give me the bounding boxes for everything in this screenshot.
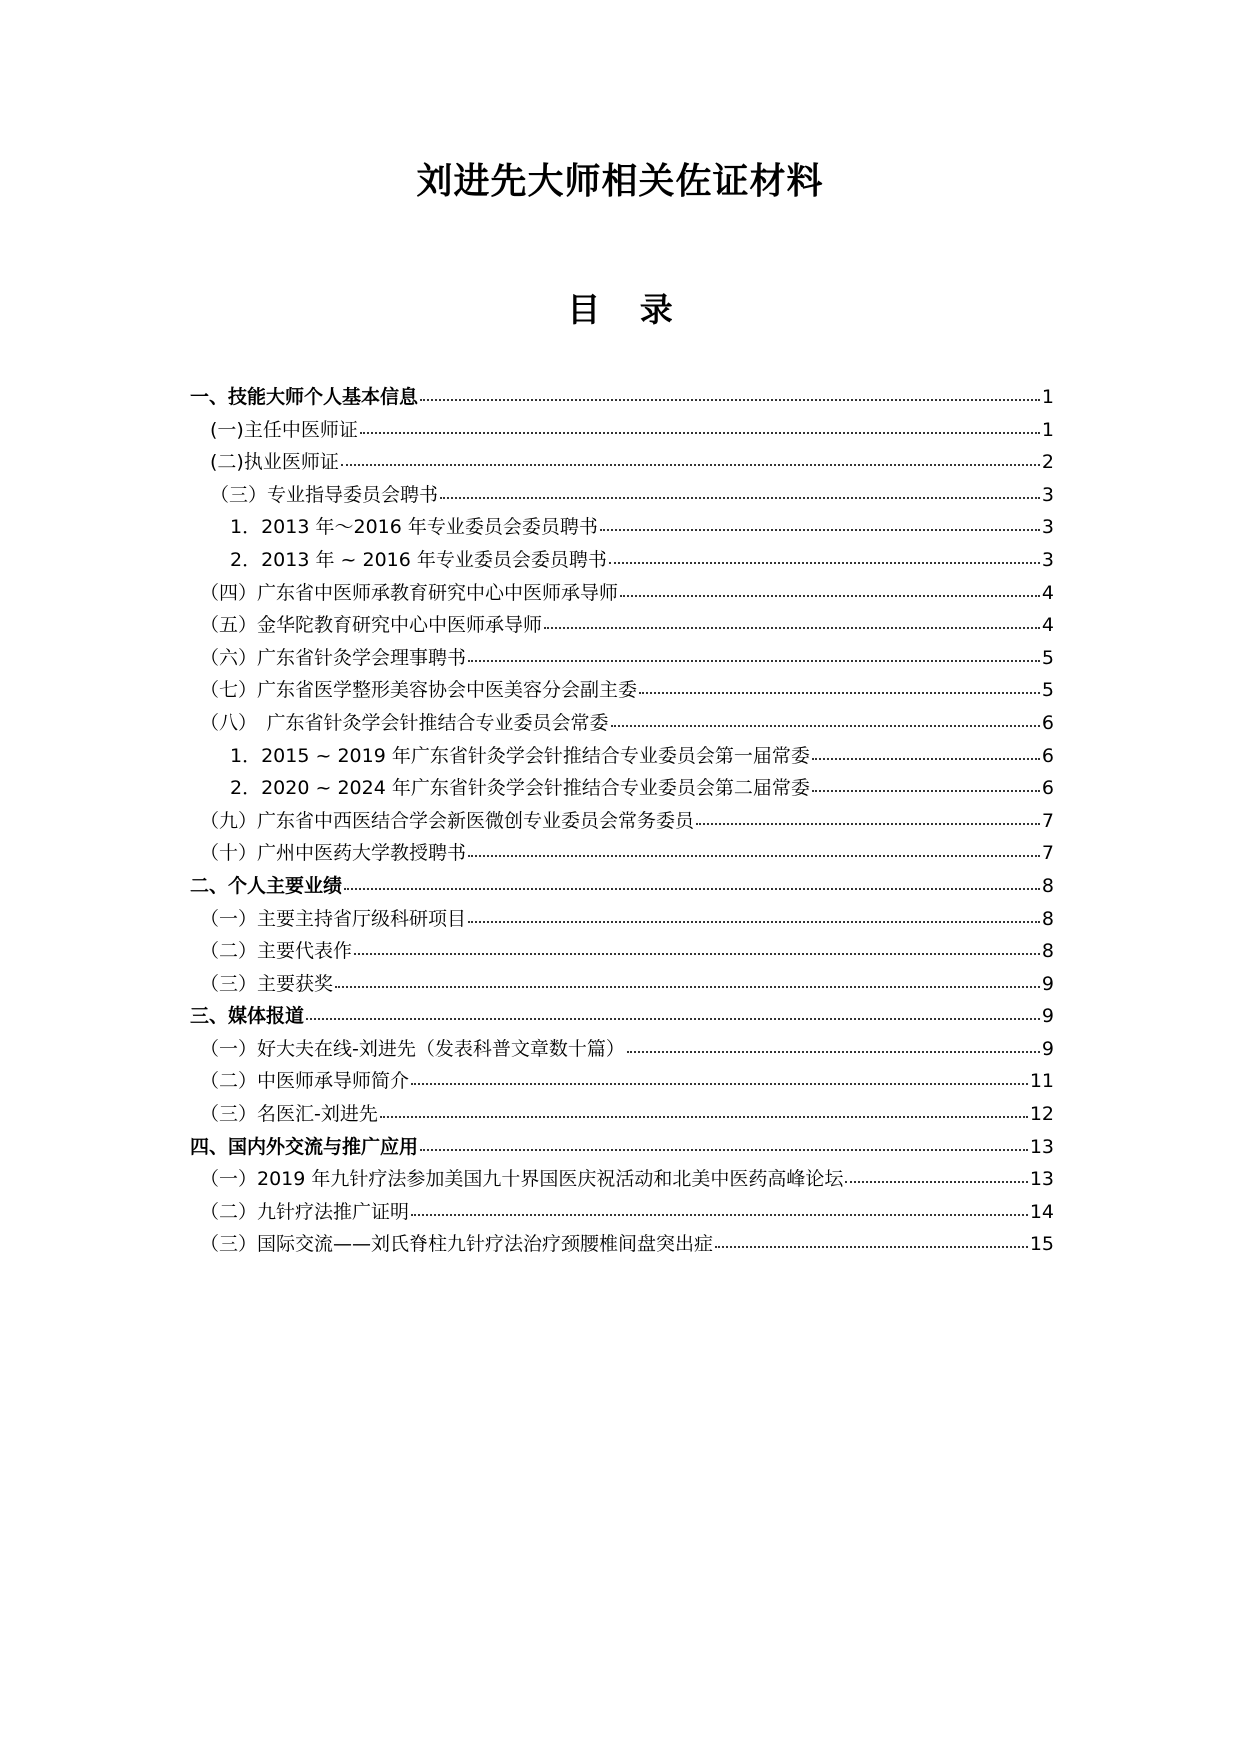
dot-leader xyxy=(639,677,1040,696)
dot-leader xyxy=(380,1101,1028,1120)
toc-entry[interactable] xyxy=(190,1163,1054,1196)
toc-entry-page-number: 14 xyxy=(1029,1200,1054,1223)
toc-entry-label: 四、国内外交流与推广应用 xyxy=(190,1135,419,1158)
dot-leader xyxy=(468,645,1040,664)
document-title: 刘进先大师相关佐证材料 xyxy=(416,161,824,202)
toc-entry-label: 2．2020 ~ 2024 年广东省针灸学会针推结合专业委员会第二届常委 xyxy=(230,777,810,800)
dot-leader xyxy=(468,906,1040,925)
dot-leader xyxy=(611,710,1040,729)
toc-entry[interactable] xyxy=(190,707,1054,740)
toc-entry-page-number: 2 xyxy=(1041,451,1054,474)
toc-entry[interactable] xyxy=(190,870,1054,903)
toc-entry-page-number: 13 xyxy=(1029,1168,1054,1191)
toc-entry[interactable] xyxy=(190,479,1054,512)
toc-entry-label: （三）主要获奖 xyxy=(200,972,334,995)
toc-entry-page-number: 8 xyxy=(1041,940,1054,963)
toc-entry-label: 2．2013 年 ~ 2016 年专业委员会委员聘书 xyxy=(230,548,607,571)
toc-entry-label: （七）广东省医学整形美容协会中医美容分会副主委 xyxy=(200,679,638,702)
toc-entry-page-number: 8 xyxy=(1041,907,1054,930)
dot-leader xyxy=(420,1134,1028,1153)
toc-entry[interactable] xyxy=(190,1098,1054,1131)
dot-leader xyxy=(341,449,1040,468)
toc-entry-label: （二）九针疗法推广证明 xyxy=(200,1200,410,1223)
toc-entry-label: (一)主任中医师证 xyxy=(210,418,358,441)
toc-entry-page-number: 9 xyxy=(1041,972,1054,995)
toc-entry-label: 1．2015 ~ 2019 年广东省针灸学会针推结合专业委员会第一届常委 xyxy=(230,744,810,767)
toc-entry-page-number: 1 xyxy=(1041,418,1054,441)
toc-entry[interactable] xyxy=(190,446,1054,479)
toc-entry[interactable] xyxy=(190,935,1054,968)
toc-entry-page-number: 13 xyxy=(1029,1135,1054,1158)
dot-leader xyxy=(627,1036,1040,1055)
toc-entry-page-number: 6 xyxy=(1041,711,1054,734)
toc-entry-page-number: 15 xyxy=(1029,1233,1054,1256)
dot-leader xyxy=(845,1166,1027,1185)
toc-entry[interactable] xyxy=(190,1228,1054,1261)
toc-entry[interactable] xyxy=(190,740,1054,773)
toc-entry-label: (二)执业医师证 xyxy=(210,451,339,474)
toc-entry-page-number: 12 xyxy=(1029,1103,1054,1126)
dot-leader xyxy=(344,873,1040,892)
toc-entry-page-number: 7 xyxy=(1041,842,1054,865)
toc-entry-page-number: 9 xyxy=(1041,1005,1054,1028)
toc-entry[interactable] xyxy=(190,642,1054,675)
toc-entry-label: （八） 广东省针灸学会针推结合专业委员会常委 xyxy=(200,711,609,734)
dot-leader xyxy=(360,417,1040,436)
toc-entry-page-number: 6 xyxy=(1041,777,1054,800)
toc-entry-label: （三）名医汇-刘进先 xyxy=(200,1103,378,1126)
dot-leader xyxy=(620,580,1040,599)
toc-entry[interactable] xyxy=(190,772,1054,805)
dot-leader xyxy=(600,514,1040,533)
toc-entry-page-number: 3 xyxy=(1041,483,1054,506)
toc-entry-label: （九）广东省中西医结合学会新医微创专业委员会常务委员 xyxy=(200,809,695,832)
dot-leader xyxy=(715,1231,1028,1250)
toc-entry[interactable] xyxy=(190,674,1054,707)
toc-entry-label: 三、媒体报道 xyxy=(190,1005,305,1028)
toc-entry-page-number: 5 xyxy=(1041,646,1054,669)
toc-entry-label: 二、个人主要业绩 xyxy=(190,874,343,897)
toc-entry[interactable] xyxy=(190,381,1054,414)
toc-entry-page-number: 6 xyxy=(1041,744,1054,767)
toc-entry[interactable] xyxy=(190,903,1054,936)
toc-entry-page-number: 11 xyxy=(1029,1070,1054,1093)
toc-entry-page-number: 8 xyxy=(1041,874,1054,897)
toc-entry[interactable] xyxy=(190,837,1054,870)
dot-leader xyxy=(812,775,1040,794)
toc-entry-label: （四）广东省中医师承教育研究中心中医师承导师 xyxy=(200,581,619,604)
toc-entry[interactable] xyxy=(190,577,1054,610)
toc-entry[interactable] xyxy=(190,1196,1054,1229)
dot-leader xyxy=(420,384,1040,403)
dot-leader xyxy=(544,612,1040,631)
toc-entry[interactable] xyxy=(190,1065,1054,1098)
toc-entry[interactable] xyxy=(190,1131,1054,1164)
toc-entry-page-number: 1 xyxy=(1041,386,1054,408)
table-of-contents xyxy=(190,381,1054,1261)
toc-entry[interactable] xyxy=(190,609,1054,642)
dot-leader xyxy=(696,808,1040,827)
toc-entry-page-number: 9 xyxy=(1041,1037,1054,1060)
dot-leader xyxy=(306,1003,1040,1022)
toc-entry[interactable] xyxy=(190,1033,1054,1066)
toc-entry-label: （一）主要主持省厅级科研项目 xyxy=(200,907,467,930)
toc-entry-page-number: 3 xyxy=(1041,516,1054,539)
toc-entry[interactable] xyxy=(190,544,1054,577)
dot-leader xyxy=(440,482,1040,501)
toc-entry-page-number: 4 xyxy=(1041,614,1054,637)
toc-entry-label: （五）金华陀教育研究中心中医师承导师 xyxy=(200,614,543,637)
toc-entry[interactable] xyxy=(190,968,1054,1001)
toc-entry-label: （二）中医师承导师简介 xyxy=(200,1070,410,1093)
toc-entry-label: （一）2019 年九针疗法参加美国九十界国医庆祝活动和北美中医药高峰论坛 xyxy=(200,1168,844,1191)
dot-leader xyxy=(609,547,1040,566)
dot-leader xyxy=(812,743,1040,762)
dot-leader xyxy=(354,938,1040,957)
toc-entry-page-number: 7 xyxy=(1041,809,1054,832)
dot-leader xyxy=(468,840,1040,859)
toc-entry-label: 一、技能大师个人基本信息 xyxy=(190,386,419,408)
dot-leader xyxy=(411,1199,1028,1218)
toc-entry-label: （三）国际交流——刘氏脊柱九针疗法治疗颈腰椎间盘突出症 xyxy=(200,1233,714,1256)
dot-leader xyxy=(411,1068,1028,1087)
toc-heading: 目 录 xyxy=(567,290,687,329)
toc-entry-label: （一）好大夫在线-刘进先（发表科普文章数十篇） xyxy=(200,1037,625,1060)
toc-entry-page-number: 3 xyxy=(1041,548,1054,571)
toc-entry[interactable] xyxy=(190,414,1054,447)
toc-entry-label: 1．2013 年～2016 年专业委员会委员聘书 xyxy=(230,516,598,539)
toc-entry[interactable] xyxy=(190,511,1054,544)
toc-entry-page-number: 5 xyxy=(1041,679,1054,702)
toc-entry-page-number: 4 xyxy=(1041,581,1054,604)
toc-entry-label: （十）广州中医药大学教授聘书 xyxy=(200,842,467,865)
toc-entry-label: （三）专业指导委员会聘书 xyxy=(210,483,439,506)
toc-entry-label: （六）广东省针灸学会理事聘书 xyxy=(200,646,467,669)
toc-entry[interactable] xyxy=(190,1000,1054,1033)
dot-leader xyxy=(335,971,1040,990)
toc-entry-label: （二）主要代表作 xyxy=(200,940,353,963)
toc-entry[interactable] xyxy=(190,805,1054,838)
